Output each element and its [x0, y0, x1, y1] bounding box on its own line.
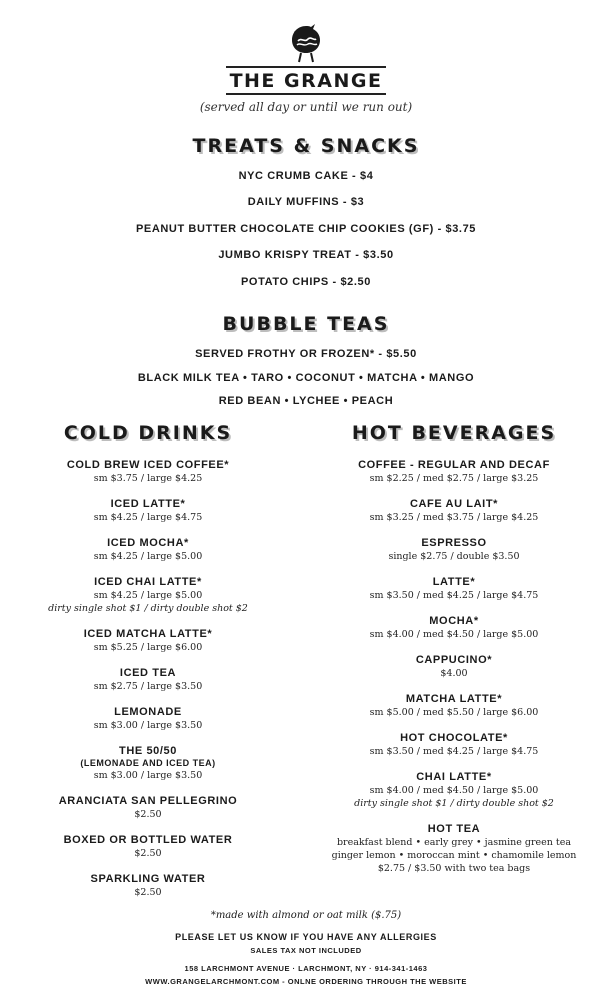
treat-item: PEANUT BUTTER CHOCOLATE CHIP COOKIES (GF) - $3.75: [135, 223, 477, 235]
menu-item: [24, 705, 272, 732]
item-name: ARANCIATA SAN PELLEGRINO: [58, 795, 238, 807]
item-price: ginger lemon • moroccan mint • chamomile lemon: [331, 850, 577, 861]
item-price: $2.50: [134, 809, 162, 820]
menu-item: [24, 833, 272, 860]
item-name: SPARKLING WATER: [90, 873, 206, 885]
menu-item: [24, 744, 272, 782]
item-name: COFFEE - REGULAR AND DECAF: [358, 459, 550, 471]
treat-item: NYC CRUMB CAKE - $4: [238, 170, 374, 182]
item-price: $2.75 / $3.50 with two tea bags: [377, 863, 531, 874]
item-name: CAPPUCINO*: [415, 654, 493, 666]
menu-item: [306, 497, 602, 524]
item-price: sm $5.25 / large $6.00: [93, 642, 203, 653]
menu-item: [306, 692, 602, 719]
bubble-line: SERVED FROTHY OR FROZEN* - $5.50: [195, 348, 417, 360]
item-name: MOCHA*: [429, 615, 479, 627]
item-price: sm $3.25 / med $3.75 / large $4.25: [369, 512, 539, 523]
item-price: sm $3.75 / large $4.25: [93, 473, 203, 484]
treat-item: DAILY MUFFINS - $3: [247, 196, 365, 208]
menu-item: [24, 497, 272, 524]
item-name: ICED MATCHA LATTE*: [83, 628, 213, 640]
menu-item: [24, 627, 272, 654]
menu-item: [306, 822, 602, 875]
item-name: ICED TEA: [119, 667, 177, 679]
item-name: HOT TEA: [427, 823, 481, 835]
item-name: BOXED OR BOTTLED WATER: [63, 834, 233, 846]
treat-item: JUMBO KRISPY TREAT - $3.50: [218, 249, 394, 261]
rooster-icon: [284, 20, 328, 64]
item-name: MATCHA LATTE*: [405, 693, 503, 705]
menu-item: [306, 575, 602, 602]
brand-name: THE GRANGE: [226, 66, 387, 95]
item-name: THE 50/50: [119, 745, 177, 757]
item-name: ICED LATTE*: [110, 498, 186, 510]
allergy-notice: PLEASE LET US KNOW IF YOU HAVE ANY ALLERGIES: [175, 932, 437, 942]
item-price: sm $2.75 / large $3.50: [93, 681, 203, 692]
cold-title: COLD DRINKS: [63, 422, 233, 444]
treat-item: POTATO CHIPS - $2.50: [241, 276, 371, 288]
menu-item: [306, 536, 602, 563]
item-name: ICED MOCHA*: [107, 537, 189, 549]
menu-item: [306, 653, 602, 680]
item-name: COLD BREW ICED COFFEE*: [66, 459, 230, 471]
item-price: sm $4.25 / large $5.00: [93, 590, 203, 601]
item-price: sm $4.25 / large $4.75: [93, 512, 203, 523]
item-price: breakfast blend • early grey • jasmine green tea: [336, 837, 572, 848]
bubble-title: BUBBLE TEAS: [222, 313, 390, 335]
menu-item: [24, 458, 272, 485]
item-name: LATTE*: [432, 576, 476, 588]
item-price: sm $3.00 / large $3.50: [93, 720, 203, 731]
menu-item: [306, 458, 602, 485]
logo: [0, 20, 612, 95]
item-price: sm $4.00 / med $4.50 / large $5.00: [369, 785, 539, 796]
menu-item: [24, 536, 272, 563]
item-name: LEMONADE: [114, 706, 182, 718]
tagline: (served all day or until we run out): [199, 100, 413, 114]
item-price: sm $3.00 / large $3.50: [93, 770, 203, 781]
milk-note: *made with almond or oat milk ($.75): [210, 910, 402, 921]
item-price: $4.00: [440, 668, 468, 679]
hot-title: HOT BEVERAGES: [351, 422, 557, 444]
address: 158 LARCHMONT AVENUE · LARCHMONT, NY · 914-341-1463: [184, 964, 428, 973]
item-subtitle: (LEMONADE AND ICED TEA): [80, 758, 216, 768]
menu-item: [306, 770, 602, 810]
menu-item: [306, 731, 602, 758]
menu-item: [306, 614, 602, 641]
item-price: $2.50: [134, 848, 162, 859]
item-note: dirty single shot $1 / dirty double shot $2: [48, 603, 248, 614]
website: WWW.GRANGELARCHMONT.COM - ONLNE ORDERING THROUGH THE WEBSITE: [145, 977, 467, 986]
hot-beverages-column: [306, 422, 602, 887]
item-price: sm $3.50 / med $4.25 / large $4.75: [369, 590, 539, 601]
item-name: ESPRESSO: [421, 537, 487, 549]
bubble-line: RED BEAN • LYCHEE • PEACH: [218, 395, 394, 407]
item-price: sm $4.25 / large $5.00: [93, 551, 203, 562]
item-price: $2.50: [134, 887, 162, 898]
item-note: dirty single shot $1 / dirty double shot $2: [354, 798, 554, 809]
item-price: sm $5.00 / med $5.50 / large $6.00: [369, 707, 539, 718]
cold-drinks-column: [24, 422, 272, 911]
menu-item: [24, 794, 272, 821]
item-name: CAFE AU LAIT*: [409, 498, 499, 510]
item-name: CHAI LATTE*: [416, 771, 492, 783]
bubble-line: BLACK MILK TEA • TARO • COCONUT • MATCHA • MANGO: [137, 372, 475, 384]
item-name: HOT CHOCOLATE*: [400, 732, 508, 744]
item-price: sm $2.25 / med $2.75 / large $3.25: [369, 473, 539, 484]
item-name: ICED CHAI LATTE*: [94, 576, 202, 588]
menu-item: [24, 575, 272, 615]
item-price: single $2.75 / double $3.50: [388, 551, 520, 562]
item-price: sm $4.00 / med $4.50 / large $5.00: [369, 629, 539, 640]
item-price: sm $3.50 / med $4.25 / large $4.75: [369, 746, 539, 757]
menu-item: [24, 872, 272, 899]
treats-title: TREATS & SNACKS: [192, 135, 420, 157]
tax-notice: SALES TAX NOT INCLUDED: [250, 946, 362, 955]
menu-item: [24, 666, 272, 693]
